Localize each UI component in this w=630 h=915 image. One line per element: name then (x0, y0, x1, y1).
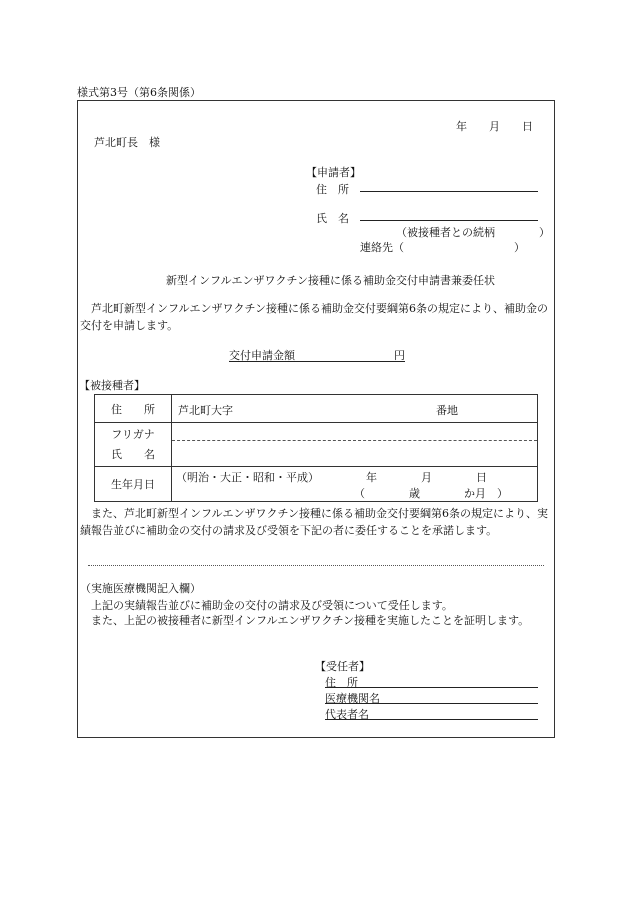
agent-address-field[interactable] (325, 687, 538, 688)
furigana-divider (172, 440, 537, 441)
document-title: 新型インフルエンザワクチン接種に係る補助金交付申請書兼委任状 (166, 274, 496, 287)
section-divider (88, 565, 544, 566)
recipient-name-label: 氏 名 (111, 447, 155, 461)
delegation-text: また、芦北町新型インフルエンザワクチン接種に係る補助金交付要綱第6条の規定により、実績報告並びに補助金の交付の請求及び受領を下記の者に委任することを承諾します。 (80, 507, 549, 537)
agent-heading: 【受任者】 (315, 660, 370, 673)
addressee: 芦北町長 様 (94, 136, 160, 149)
recipient-heading: 【被接種者】 (79, 379, 145, 392)
agent-representative-label: 代表者名 (325, 708, 369, 721)
amount-field[interactable] (229, 361, 405, 362)
amount-label: 交付申請金額 (229, 349, 295, 362)
furigana-label: フリガナ (111, 427, 155, 441)
applicant-address-field[interactable] (360, 191, 538, 192)
agent-representative-field[interactable] (325, 719, 538, 720)
agent-institution-field[interactable] (325, 703, 538, 704)
dob-label: 生年月日 (95, 467, 172, 502)
recipient-address-suffix: 番地 (436, 404, 458, 417)
agent-institution-label: 医療機関名 (325, 692, 380, 705)
recipient-table (94, 394, 538, 502)
contact-field: 連絡先（ ） (360, 241, 525, 254)
recipient-address-cell[interactable] (172, 395, 538, 423)
applicant-heading: 【申請者】 (306, 166, 361, 179)
dob-cell[interactable] (172, 467, 538, 502)
recipient-name-labels (95, 423, 172, 467)
institution-line-1: 上記の実績報告並びに補助金の交付の請求及び受領について受任します。 (80, 599, 453, 612)
application-text: 芦北町新型インフルエンザワクチン接種に係る補助金交付要綱第6条の規定により、補助金の交付を申請します。 (80, 302, 549, 332)
era-options: （明治・大正・昭和・平成） (176, 471, 319, 484)
applicant-address-label: 住 所 (316, 183, 349, 196)
agent-address-label: 住 所 (325, 676, 358, 689)
date-field: 年 月 日 (456, 120, 533, 133)
institution-line-2: また、上記の被接種者に新型インフルエンザワクチン接種を実施したことを証明します。 (80, 614, 530, 627)
institution-heading: （実施医療機関記入欄） (80, 582, 201, 595)
recipient-address-value: 芦北町大字 (178, 404, 233, 417)
recipient-name-cell[interactable] (172, 423, 538, 467)
age-field: （ 歳 か月 ） (354, 487, 508, 500)
form-number: 様式第3号（第6条関係） (77, 86, 201, 99)
relation-field: （被接種者との続柄 ） (396, 226, 550, 239)
applicant-name-field[interactable] (360, 220, 538, 221)
amount-unit: 円 (394, 349, 405, 362)
applicant-name-label: 氏 名 (316, 212, 349, 225)
dob-date: 年 月 日 (366, 471, 487, 484)
recipient-address-label: 住 所 (95, 395, 172, 423)
